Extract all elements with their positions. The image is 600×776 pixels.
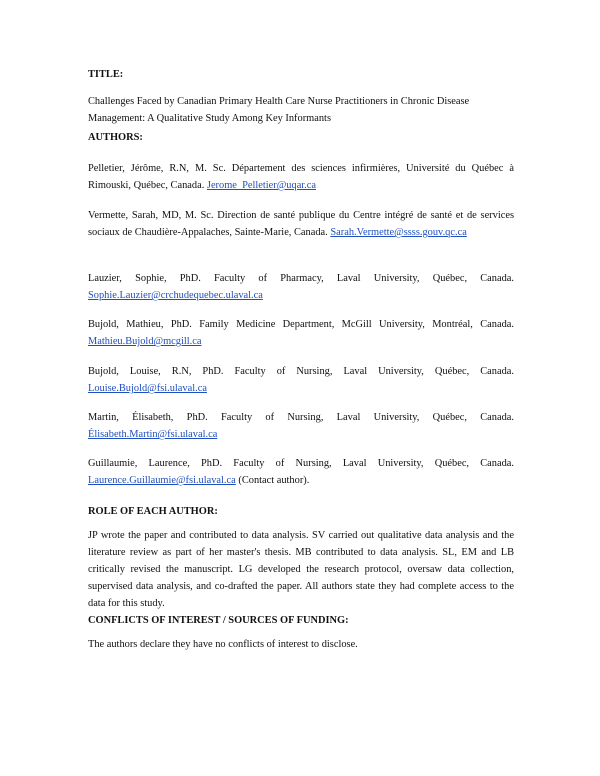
author-entry [88, 409, 514, 443]
author-affiliation: Lauzier, Sophie, PhD. Faculty of Pharmacy, Laval University, Québec, Canada. [88, 273, 514, 284]
author-entry [88, 316, 514, 350]
conflicts-text: The authors declare they have no conflicts of interest to disclose. [88, 639, 358, 650]
author-email-link[interactable]: Sarah.Vermette@ssss.gouv.qc.ca [330, 227, 467, 238]
author-email-link[interactable]: Laurence.Guillaumie@fsi.ulaval.ca [88, 475, 236, 486]
author-affiliation: Vermette, Sarah, MD, M. Sc. Direction de santé publique du Centre intégré de santé et de services sociaux de Chaudière-Appalaches, Sainte-Marie, Canada. [88, 210, 514, 238]
author-affiliation: Pelletier, Jérôme, R.N, M. Sc. Département des sciences infirmières, Université du Québec à Rimouski, Québec, Canada. [88, 163, 514, 191]
author-email-link[interactable]: Jerome_Pelletier@uqar.ca [206, 180, 317, 191]
role-text: JP wrote the paper and contributed to data analysis. SV carried out qualitative data analysis and the literature review as part of her master's thesis. MB contributed to data analysis. SL, EM and LB critically revised the manuscript. LG developed the research protocol, oversaw data collection, supervised data analysis, and co-drafted the paper. All authors state they had complete access to the data for this study. [88, 530, 514, 609]
author-entry [88, 160, 514, 194]
author-affiliation: Bujold, Mathieu, PhD. Family Medicine Department, McGill University, Montréal, Canada. [88, 319, 514, 330]
authors-heading: AUTHORS: [88, 132, 143, 143]
author-email-link[interactable]: Sophie.Lauzier@crchudequebec.ulaval.ca [88, 290, 263, 301]
author-email-link[interactable]: Élisabeth.Martin@fsi.ulaval.ca [88, 429, 218, 440]
author-entry [88, 363, 514, 397]
author-entry [88, 270, 514, 304]
author-affiliation: Martin, Élisabeth, PhD. Faculty of Nursing, Laval University, Québec, Canada. [88, 412, 514, 423]
author-entry [88, 455, 514, 489]
author-affiliation: Bujold, Louise, R.N, PhD. Faculty of Nursing, Laval University, Québec, Canada. [88, 366, 514, 377]
paper-title: Challenges Faced by Canadian Primary Health Care Nurse Practitioners in Chronic Disease Management: A Qualitative Study Among Key Informants [88, 96, 470, 124]
author-affiliation: Guillaumie, Laurence, PhD. Faculty of Nursing, Laval University, Québec, Canada. [88, 458, 514, 469]
role-heading: ROLE OF EACH AUTHOR: [88, 506, 218, 517]
title-heading: TITLE: [88, 69, 124, 80]
conflicts-heading: CONFLICTS OF INTEREST / SOURCES OF FUNDING: [88, 615, 349, 626]
author-entry [88, 207, 514, 241]
author-email-link[interactable]: Mathieu.Bujold@mcgill.ca [88, 336, 202, 347]
author-suffix: (Contact author). [235, 475, 310, 486]
author-email-link[interactable]: Louise.Bujold@fsi.ulaval.ca [88, 383, 207, 394]
